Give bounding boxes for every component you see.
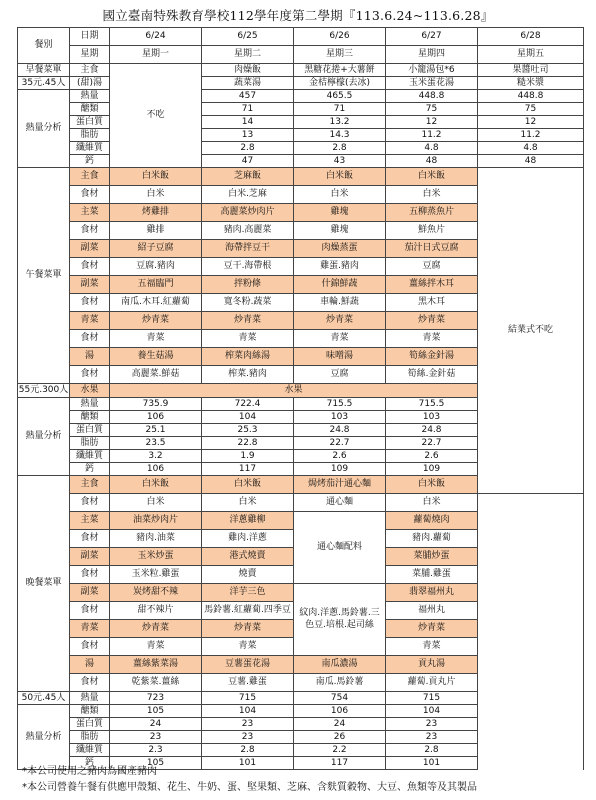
dish-kind: 食材	[70, 494, 110, 512]
dinner-dish: 菜脯.雞蛋	[386, 566, 478, 584]
table-row	[18, 718, 584, 731]
dinner-dish: 豆薯.雞蛋	[202, 674, 294, 692]
nutrition-name: 醣類	[70, 411, 110, 424]
lunch-nutrition-value: 109	[386, 463, 478, 476]
dinner-nutrition-value: 117	[294, 757, 386, 770]
lunch-nutrition-value: 106	[110, 411, 202, 424]
footnote-allergens: *本公司營養午餐有供應甲殼類、花生、牛奶、蛋、堅果類、芝麻、含麩質穀物、大豆、魚類等及其製品	[22, 782, 477, 793]
dinner-dish: 白米飯	[386, 476, 478, 494]
wed-detail-line: 色豆.培根.起司絲	[305, 619, 374, 630]
lunch-dish: 豬肉.高麗菜	[202, 222, 294, 240]
lunch-nutrition-label: 熱量分析	[18, 398, 70, 476]
lunch-nutrition-value: 715.5	[386, 398, 478, 411]
dinner-dish: 翡翠福州丸	[386, 584, 478, 602]
dinner-wed-ingredients-detail	[294, 584, 386, 656]
date-cell: 6/24	[110, 28, 202, 46]
page-title: 國立臺南特殊教育學校112學年度第二學期『113.6.24~113.6.28』	[102, 8, 494, 23]
lunch-nutrition-value: 106	[110, 463, 202, 476]
lunch-dish: 白米	[294, 186, 386, 204]
lunch-dish: 雞蛋.豬肉	[294, 258, 386, 276]
dinner-dish: 白米飯	[202, 476, 294, 494]
breakfast-main-item: 小籠湯包*6	[386, 64, 478, 77]
table-row	[18, 168, 584, 186]
dinner-dish: 甜不辣片	[110, 602, 202, 620]
dinner-nutrition-value: 101	[202, 757, 294, 770]
dinner-nutrition-value: 2.8	[386, 744, 478, 757]
dish-kind: 湯	[70, 656, 110, 674]
dinner-dish: 白米	[110, 494, 202, 512]
lunch-nutrition-value: 715.5	[294, 398, 386, 411]
lunch-price: 55元.300人	[18, 384, 70, 398]
nutrition-name: 脂肪	[70, 437, 110, 450]
lunch-dish: 青菜	[202, 330, 294, 348]
lunch-dish: 榨菜肉絲湯	[202, 348, 294, 366]
dinner-dish: 蘿蔔燒肉	[386, 512, 478, 530]
dinner-nutrition-value: 24	[110, 718, 202, 731]
lunch-dish: 炒青菜	[202, 312, 294, 330]
lunch-dish: 炒青菜	[110, 312, 202, 330]
table-row	[18, 744, 584, 757]
dinner-nutrition-value: 106	[294, 705, 386, 718]
lunch-nutrition-value: 722.4	[202, 398, 294, 411]
dinner-dish: 玉米炒蛋	[110, 548, 202, 566]
dish-kind: 食材	[70, 366, 110, 384]
weekday-cell: 星期五	[478, 46, 584, 64]
lunch-dish: 榨菜.豬肉	[202, 366, 294, 384]
lunch-dish: 高麗菜.鮮菇	[110, 366, 202, 384]
lunch-dish: 拌粉條	[202, 276, 294, 294]
dinner-dish: 港式燒賣	[202, 548, 294, 566]
dinner-dish: 福州丸	[386, 602, 478, 620]
lunch-dish: 芝麻飯	[202, 168, 294, 186]
dinner-dish: 蘿蔔.貢丸片	[386, 674, 478, 692]
dinner-dish: 豆薯蛋花湯	[202, 656, 294, 674]
lunch-friday-note: 結業式不吃	[478, 168, 584, 494]
date-label: 日期	[70, 28, 110, 46]
dinner-nutrition-label: 熱量分析	[18, 705, 70, 770]
dinner-nutrition-value: 104	[202, 705, 294, 718]
dinner-dish: 炭烤甜不辣	[110, 584, 202, 602]
dinner-nutrition-value: 2.3	[110, 744, 202, 757]
lunch-nutrition-value: 22.7	[386, 437, 478, 450]
lunch-dish: 紹子豆腐	[110, 240, 202, 258]
dinner-dish: 菜脯炒蛋	[386, 548, 478, 566]
nutrition-name: 纖維質	[70, 744, 110, 757]
dinner-nutrition-value: 101	[386, 757, 478, 770]
dish-kind: 食材	[70, 186, 110, 204]
date-cell: 6/26	[294, 28, 386, 46]
lunch-nutrition-value: 103	[294, 411, 386, 424]
lunch-dish: 白米	[386, 186, 478, 204]
dinner-price: 50元.45人	[18, 692, 70, 705]
breakfast-main-label: 主食	[70, 64, 110, 77]
lunch-nutrition-value: 24.8	[294, 424, 386, 437]
table-row	[18, 494, 584, 512]
lunch-dish: 白米飯	[294, 168, 386, 186]
table-row	[18, 692, 584, 705]
lunch-nutrition-value: 2.6	[294, 450, 386, 463]
breakfast-nutrition-value: 47	[202, 155, 294, 168]
breakfast-nutrition-value: 14.3	[294, 129, 386, 142]
dinner-nutrition-value: 715	[202, 692, 294, 705]
menu-table	[17, 27, 584, 770]
lunch-dish: 味噌湯	[294, 348, 386, 366]
lunch-dish: 青菜	[386, 330, 478, 348]
lunch-dish: 茄汁日式豆腐	[386, 240, 478, 258]
date-cell: 6/28	[478, 28, 584, 46]
dinner-dish: 洋蔥雞柳	[202, 512, 294, 530]
breakfast-nutrition-value: 71	[294, 103, 386, 116]
weekday-cell: 星期一	[110, 46, 202, 64]
table-row	[18, 731, 584, 744]
lunch-dish: 筍絲金針湯	[386, 348, 478, 366]
breakfast-day1-note: 不吃	[110, 64, 202, 168]
table-row	[18, 116, 584, 129]
lunch-nutrition-value: 2.6	[386, 450, 478, 463]
dinner-nutrition-value: 23	[386, 731, 478, 744]
lunch-dish: 青菜	[110, 330, 202, 348]
dinner-dish: 貢丸湯	[386, 656, 478, 674]
dish-kind: 主菜	[70, 512, 110, 530]
lunch-label: 午餐菜單	[18, 168, 70, 384]
breakfast-nutrition-value: 75	[386, 103, 478, 116]
breakfast-nutrition-value: 11.2	[386, 129, 478, 142]
dinner-dish: 洋芋三色	[202, 584, 294, 602]
breakfast-nutrition-value: 75	[478, 103, 584, 116]
breakfast-nutrition-value: 2.8	[202, 142, 294, 155]
nutrition-name: 蛋白質	[70, 718, 110, 731]
dish-kind: 副菜	[70, 276, 110, 294]
lunch-dish: 烤雞排	[110, 204, 202, 222]
table-row	[18, 512, 584, 530]
lunch-dish: 薑絲拌木耳	[386, 276, 478, 294]
fruit-label: 水果	[70, 384, 110, 398]
lunch-nutrition-value: 117	[202, 463, 294, 476]
breakfast-nutrition-value: 14	[202, 116, 294, 129]
nutrition-name: 脂肪	[70, 129, 110, 142]
date-cell: 6/25	[202, 28, 294, 46]
breakfast-label: 早餐菜單	[18, 64, 70, 77]
dinner-nutrition-value: 23	[202, 718, 294, 731]
lunch-dish: 青菜	[294, 330, 386, 348]
table-row	[18, 77, 584, 90]
dinner-dish: 焗烤茄汁通心麵	[294, 476, 386, 494]
lunch-nutrition-value: 735.9	[110, 398, 202, 411]
dinner-dish: 白米	[386, 494, 478, 512]
table-row	[18, 129, 584, 142]
weekday-label: 星期	[70, 46, 110, 64]
nutrition-name: 醣類	[70, 705, 110, 718]
lunch-dish: 雞排	[110, 222, 202, 240]
lunch-nutrition-value: 25.3	[202, 424, 294, 437]
weekday-cell: 星期二	[202, 46, 294, 64]
dish-kind: 食材	[70, 566, 110, 584]
wed-detail-line: 紋肉.洋蔥.馬鈴薯.三	[299, 607, 380, 618]
dinner-dish: 雞肉.洋蔥	[202, 530, 294, 548]
lunch-dish: 什錦鮮蔬	[294, 276, 386, 294]
dinner-nutrition-value: 24	[294, 718, 386, 731]
lunch-dish: 豆腐	[294, 366, 386, 384]
breakfast-price: 35元.45人	[18, 77, 70, 90]
weekday-cell: 星期三	[294, 46, 386, 64]
lunch-nutrition-value: 23.5	[110, 437, 202, 450]
nutrition-name: 鈣	[70, 757, 110, 770]
dinner-nutrition-value: 104	[386, 705, 478, 718]
table-row	[18, 90, 584, 103]
dinner-dish: 南瓜.馬鈴薯	[294, 674, 386, 692]
lunch-dish: 白米.芝麻	[202, 186, 294, 204]
lunch-nutrition-value: 24.8	[386, 424, 478, 437]
table-row	[18, 705, 584, 718]
lunch-dish: 雞塊	[294, 204, 386, 222]
breakfast-nutrition-value: 12	[478, 116, 584, 129]
dinner-dish: 青菜	[386, 638, 478, 656]
dinner-dish: 玉米粒.雞蛋	[110, 566, 202, 584]
breakfast-nutrition-value: 11.2	[478, 129, 584, 142]
dish-kind: 食材	[70, 294, 110, 312]
date-cell: 6/27	[386, 28, 478, 46]
dinner-nutrition-value: 2.2	[294, 744, 386, 757]
nutrition-name: 熱量	[70, 398, 110, 411]
lunch-nutrition-value: 22.8	[202, 437, 294, 450]
lunch-nutrition-value: 104	[202, 411, 294, 424]
dish-kind: 食材	[70, 222, 110, 240]
breakfast-nutrition-value: 48	[478, 155, 584, 168]
dinner-nutrition-value: 715	[386, 692, 478, 705]
lunch-dish: 雞塊	[294, 222, 386, 240]
breakfast-soup-item: 玉米蛋花湯	[386, 77, 478, 90]
dish-kind: 副菜	[70, 584, 110, 602]
lunch-nutrition-value: 103	[386, 411, 478, 424]
dish-kind: 食材	[70, 258, 110, 276]
table-row	[18, 28, 584, 46]
breakfast-nutrition-value: 13.2	[294, 116, 386, 129]
dinner-dish: 豬肉.油菜	[110, 530, 202, 548]
dinner-dish: 薑絲紫菜湯	[110, 656, 202, 674]
dish-kind: 副菜	[70, 548, 110, 566]
dinner-nutrition-value: 754	[294, 692, 386, 705]
lunch-dish: 寬冬粉.蔬菜	[202, 294, 294, 312]
breakfast-main-item: 果醬吐司	[478, 64, 584, 77]
dish-kind: 主食	[70, 476, 110, 494]
table-row	[18, 656, 584, 674]
table-row	[18, 64, 584, 77]
dinner-dish: 豬肉.蘿蔔	[386, 530, 478, 548]
breakfast-main-item: 黑糖花捲+大薯餅	[294, 64, 386, 77]
lunch-dish: 筍絲.金針菇	[386, 366, 478, 384]
lunch-dish: 炒青菜	[294, 312, 386, 330]
lunch-dish: 五柳蒸魚片	[386, 204, 478, 222]
nutrition-name: 醣類	[70, 103, 110, 116]
lunch-dish: 黑木耳	[386, 294, 478, 312]
lunch-dish: 白米飯	[110, 168, 202, 186]
dinner-nutrition-value: 23	[386, 718, 478, 731]
lunch-dish: 豆干.海帶根	[202, 258, 294, 276]
breakfast-main-item: 肉燥飯	[202, 64, 294, 77]
nutrition-name: 蛋白質	[70, 424, 110, 437]
dinner-dish: 青菜	[202, 638, 294, 656]
dinner-nutrition-value: 23	[202, 731, 294, 744]
dinner-dish: 乾紫菜.薑絲	[110, 674, 202, 692]
dinner-dish: 白米飯	[110, 476, 202, 494]
breakfast-nutrition-value: 71	[202, 103, 294, 116]
lunch-dish: 豆腐.豬肉	[110, 258, 202, 276]
dinner-wed-ingredients: 通心麵配料	[294, 512, 386, 584]
lunch-dish: 南瓜.木耳.紅蘿蔔	[110, 294, 202, 312]
lunch-dish: 白米	[110, 186, 202, 204]
dish-kind: 食材	[70, 330, 110, 348]
dish-kind: 食材	[70, 602, 110, 620]
breakfast-nutrition-value: 4.8	[386, 142, 478, 155]
table-row	[18, 142, 584, 155]
lunch-nutrition-value: 109	[294, 463, 386, 476]
breakfast-soup-item: 糙米漿	[478, 77, 584, 90]
lunch-nutrition-value: 1.9	[202, 450, 294, 463]
breakfast-nutrition-value: 48	[386, 155, 478, 168]
table-row	[18, 46, 584, 64]
breakfast-nutrition-value: 465.5	[294, 90, 386, 103]
lunch-dish: 高麗菜炒肉片	[202, 204, 294, 222]
table-row	[18, 103, 584, 116]
lunch-dish: 海帶拌豆干	[202, 240, 294, 258]
breakfast-nutrition-value: 43	[294, 155, 386, 168]
breakfast-nutrition-value: 2.8	[294, 142, 386, 155]
meal-type-header: 餐別	[18, 28, 70, 64]
table-row	[18, 155, 584, 168]
breakfast-nutrition-value: 12	[386, 116, 478, 129]
lunch-dish: 養生菇湯	[110, 348, 202, 366]
dinner-dish: 白米	[202, 494, 294, 512]
lunch-dish: 鮮魚片	[386, 222, 478, 240]
dish-kind: 青菜	[70, 620, 110, 638]
breakfast-nutrition-value: 4.8	[478, 142, 584, 155]
table-row	[18, 674, 584, 692]
breakfast-nutrition-value: 448.8	[478, 90, 584, 103]
nutrition-name: 纖維質	[70, 450, 110, 463]
lunch-dish: 豆腐	[386, 258, 478, 276]
breakfast-nutrition-value: 457	[202, 90, 294, 103]
dinner-nutrition-value: 105	[110, 757, 202, 770]
nutrition-name: 脂肪	[70, 731, 110, 744]
lunch-dish: 肉燥蒸蛋	[294, 240, 386, 258]
dish-kind: 食材	[70, 530, 110, 548]
lunch-dish: 五福臨門	[110, 276, 202, 294]
dish-kind: 主食	[70, 168, 110, 186]
dinner-dish: 南瓜濃湯	[294, 656, 386, 674]
menu-table-body	[18, 28, 584, 770]
table-row	[18, 584, 584, 602]
breakfast-nutrition-value: 13	[202, 129, 294, 142]
dinner-label: 晚餐菜單	[18, 476, 70, 692]
dinner-dish: 炒青菜	[386, 620, 478, 638]
nutrition-name: 熱量	[70, 692, 110, 705]
dish-kind: 食材	[70, 674, 110, 692]
breakfast-nutrition-label: 熱量分析	[18, 90, 70, 168]
dinner-dish: 油菜炒肉片	[110, 512, 202, 530]
lunch-nutrition-value: 3.2	[110, 450, 202, 463]
breakfast-soup-label: (甜)湯	[70, 77, 110, 90]
dinner-dish: 炒青菜	[110, 620, 202, 638]
lunch-nutrition-value: 22.7	[294, 437, 386, 450]
dinner-dish: 通心麵	[294, 494, 386, 512]
dish-kind: 食材	[70, 638, 110, 656]
nutrition-name: 鈣	[70, 463, 110, 476]
weekday-cell: 星期四	[386, 46, 478, 64]
dish-kind: 副菜	[70, 240, 110, 258]
dinner-nutrition-value: 105	[110, 705, 202, 718]
lunch-dish: 白米飯	[386, 168, 478, 186]
nutrition-name: 纖維質	[70, 142, 110, 155]
breakfast-soup-item: 蔬菜湯	[202, 77, 294, 90]
lunch-nutrition-value: 25.1	[110, 424, 202, 437]
dinner-dish: 燒賣	[202, 566, 294, 584]
footnote-pork: *本公司使用之豬肉為國產豬肉	[22, 766, 157, 777]
dish-kind: 湯	[70, 348, 110, 366]
dinner-dish: 馬鈴薯.紅蘿蔔.四季豆	[202, 602, 294, 620]
lunch-dish: 炒青菜	[386, 312, 478, 330]
nutrition-name: 熱量	[70, 90, 110, 103]
dinner-nutrition-value: 2.8	[202, 744, 294, 757]
dinner-dish: 青菜	[110, 638, 202, 656]
nutrition-name: 鈣	[70, 155, 110, 168]
dinner-dish: 炒青菜	[202, 620, 294, 638]
dinner-nutrition-value: 23	[110, 731, 202, 744]
fruit-cell: 水果	[110, 384, 478, 398]
dinner-nutrition-value: 723	[110, 692, 202, 705]
dish-kind: 青菜	[70, 312, 110, 330]
dinner-nutrition-value: 26	[294, 731, 386, 744]
lunch-dish: 車輪.鮮蔬	[294, 294, 386, 312]
breakfast-nutrition-value: 448.8	[386, 90, 478, 103]
nutrition-name: 蛋白質	[70, 116, 110, 129]
dish-kind: 主菜	[70, 204, 110, 222]
breakfast-soup-item: 金桔檸檬(去冰)	[294, 77, 386, 90]
